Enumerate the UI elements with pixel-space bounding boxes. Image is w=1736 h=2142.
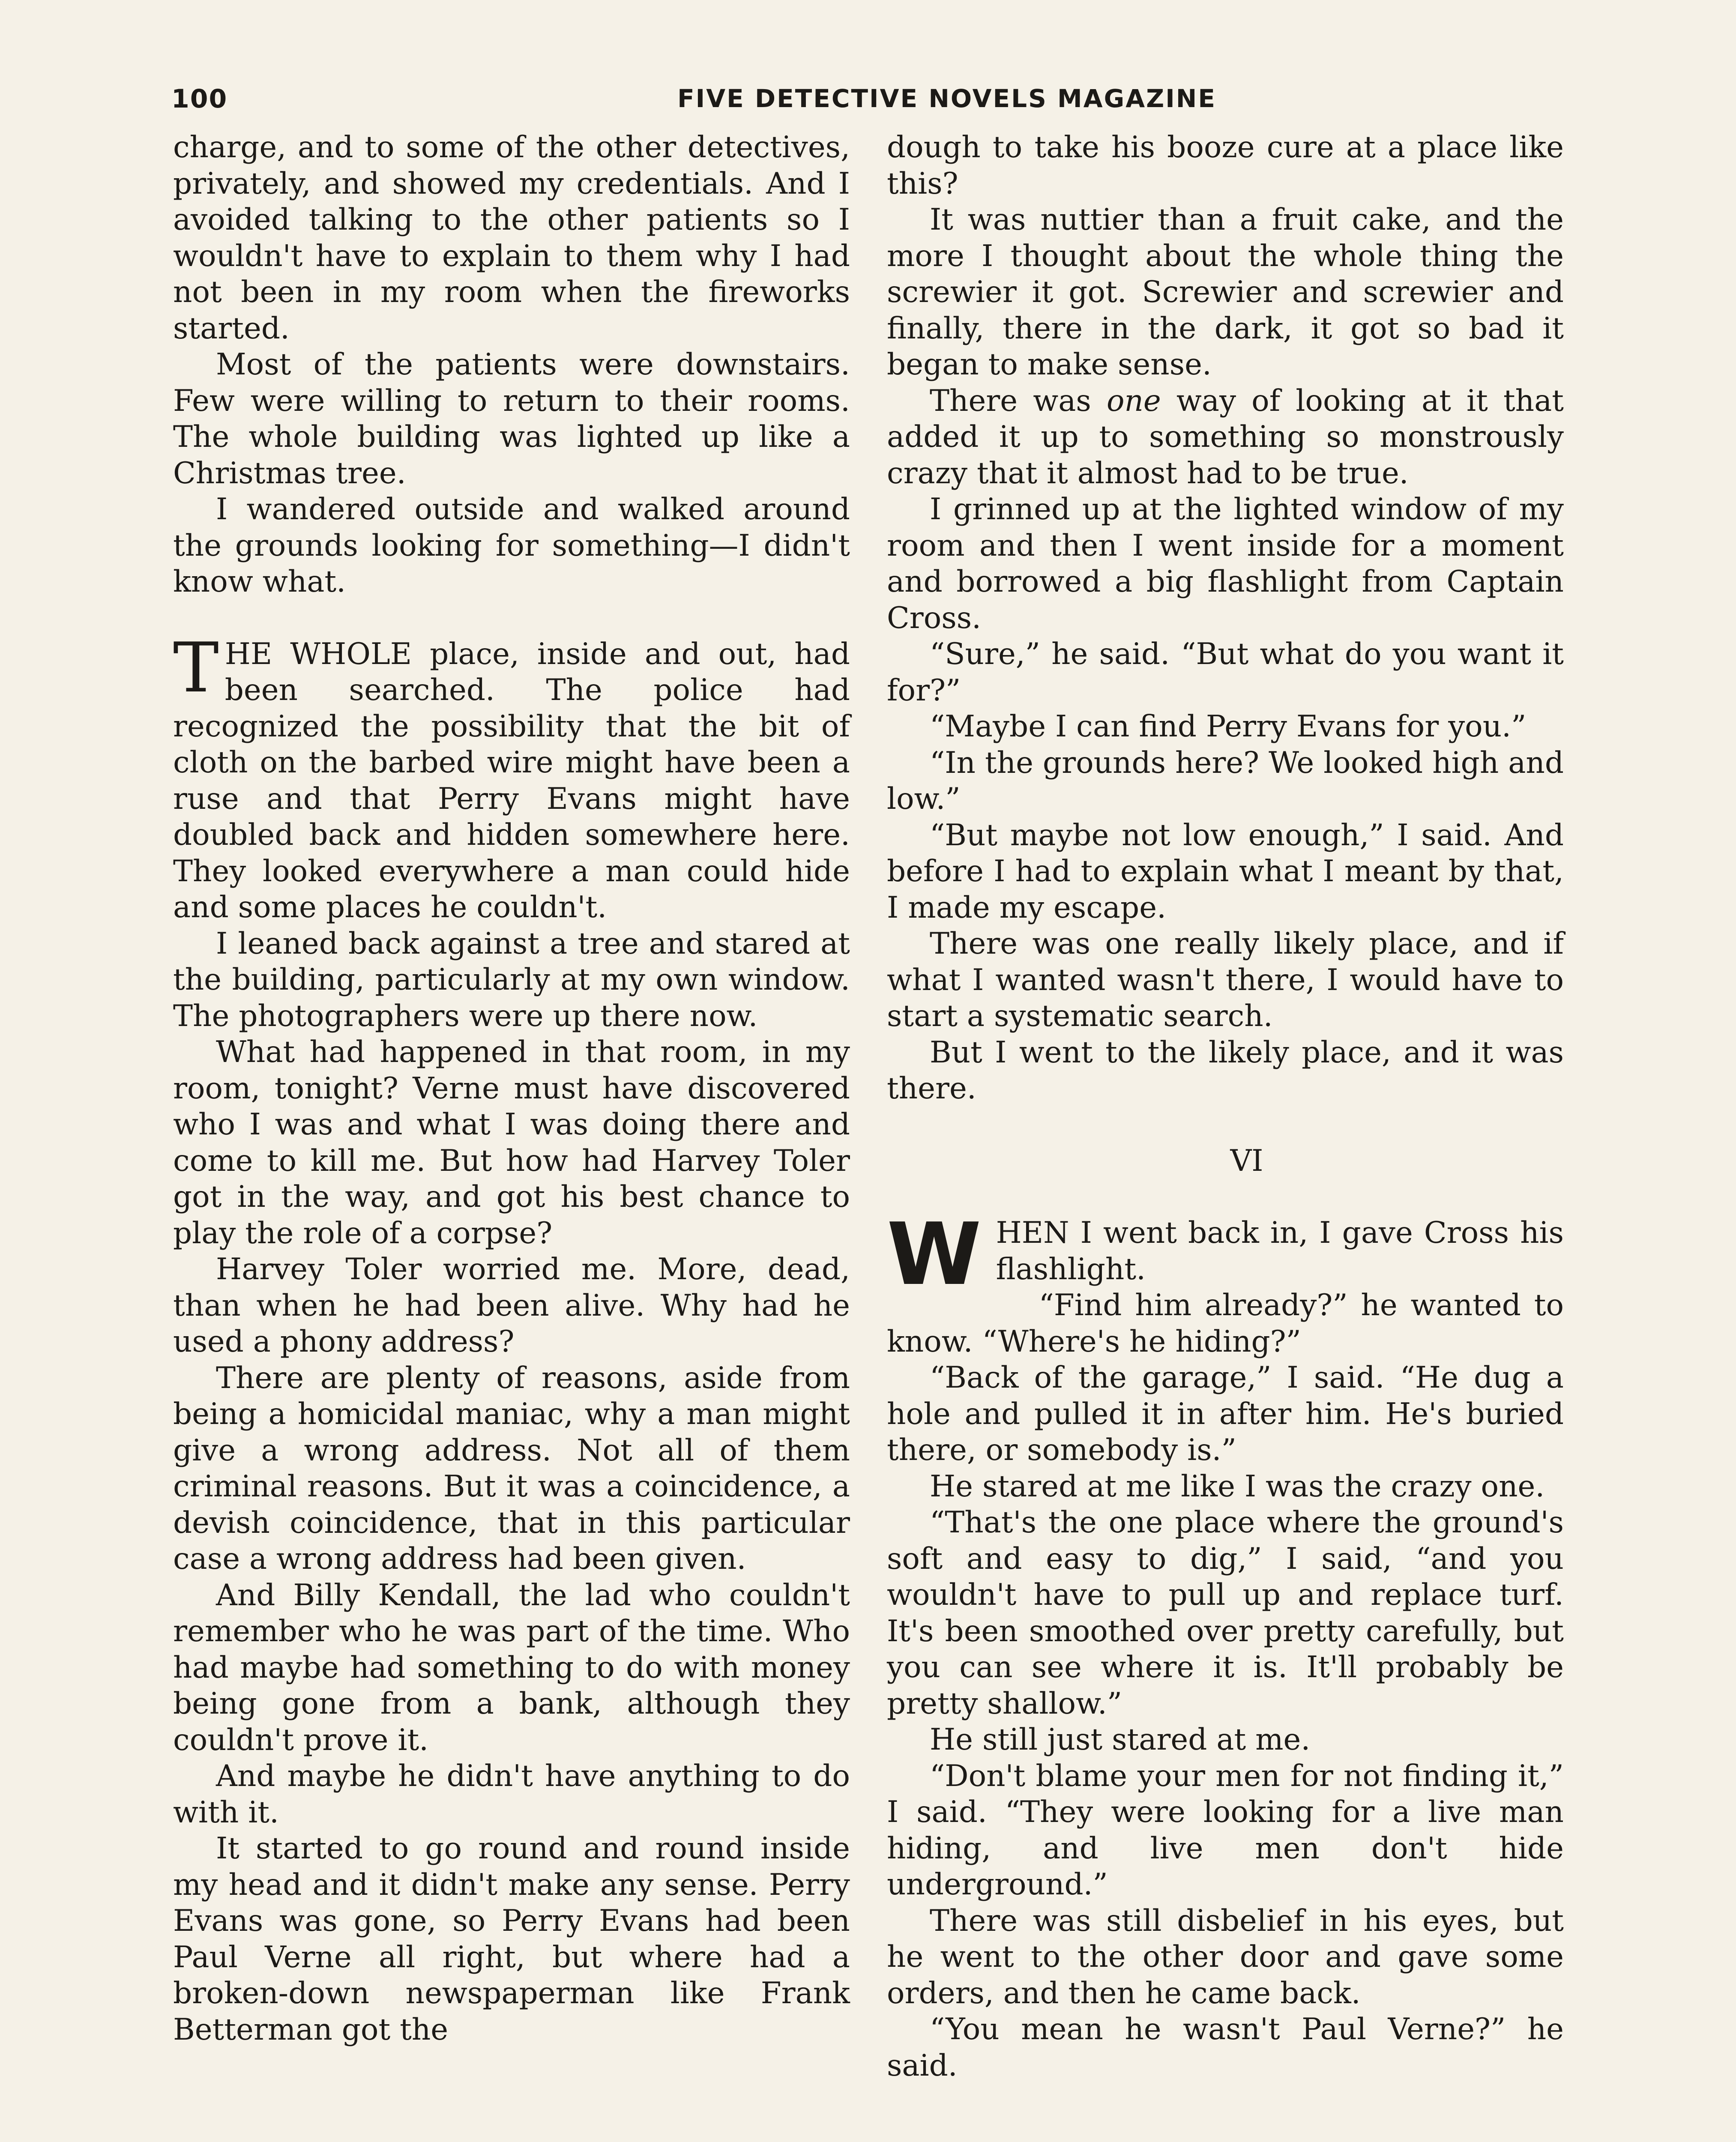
paragraph: And Billy Kendall, the lad who couldn't remember who he was part of the time. Who had maybe had something to do with money being gone from a bank, although they couldn't prove it.: [173, 1578, 850, 1757]
paragraph: “That's the one place where the ground's soft and easy to dig,” I said, “and you wouldn't have to pull up and replace turf. It's been smoothed over pretty carefully, but you can see where it is. It'll probably be pretty shallow.”: [887, 1505, 1564, 1721]
paragraph: “You mean he wasn't Paul Verne?” he said.: [887, 2012, 1564, 2083]
paragraph: He stared at me like I was the crazy one.: [930, 1469, 1545, 1504]
paragraph: Harvey Toler worried me. More, dead, than when he had been alive. Why had he used a phony address?: [173, 1252, 850, 1359]
running-title: FIVE DETECTIVE NOVELS MAGAZINE: [677, 84, 1216, 113]
paragraph: I leaned back against a tree and stared at the building, particularly at my own window. The photographers were up there now.: [173, 926, 850, 1033]
paragraph: There was still disbelief in his eyes, but he went to the other door and gave some orders, and then he came back.: [887, 1903, 1564, 2010]
right-column: [887, 129, 1564, 2084]
paragraph: “But maybe not low enough,” I said. And before I had to explain what I meant by that, I made my escape.: [887, 818, 1564, 925]
section-break: [887, 1107, 1564, 1143]
paragraph: “Don't blame your men for not finding it,” I said. “They were looking for a live man hiding, and live men don't hide underground.”: [887, 1759, 1564, 1902]
paragraph: “Maybe I can find Perry Evans for you.”: [930, 709, 1526, 744]
paragraph-text: way of looking at it that added it up to something so monstrously crazy that it almost had to be true.: [887, 383, 1564, 491]
paragraph: What had happened in that room, in my room, tonight? Verne must have discovered who I was and what I was doing there and come to kill me. But how had Harvey Toler got in the way, and got his best chance to play the role of a corpse?: [173, 1035, 850, 1250]
paragraph-with-drop-cap: [173, 627, 850, 926]
page-header: [171, 84, 1568, 123]
paragraph: I grinned up at the lighted window of my room and then I went inside for a moment and borrowed a big flashlight from Captain Cross.: [887, 492, 1564, 635]
paragraph: But I went to the likely place, and it was there.: [887, 1035, 1564, 1106]
page-number: 100: [171, 84, 228, 114]
paragraph: Most of the patients were downstairs. Few were willing to return to their rooms. The whole building was lighted up like a Christmas tree.: [173, 347, 850, 491]
paragraph-text: place, inside and out, had been searched. The police had recognized the possibility that the bit of cloth on the barbed wire might have been a ruse and that Perry Evans might have doubled back and hidden somewhere here. They looked everywhere a man could hide and some places he couldn't.: [173, 637, 850, 924]
paragraph: And maybe he didn't have anything to do with it.: [173, 1759, 850, 1830]
paragraph: It started to go round and round inside my head and it didn't make any sense. Perry Evans was gone, so Perry Evans had been Paul Verne all right, but where had a broken-down newspaperman like Frank Betterman got the: [173, 1831, 850, 2047]
left-column: [173, 129, 850, 2048]
paragraph: dough to take his booze cure at a place like this?: [887, 130, 1564, 201]
paragraph-text: There was: [930, 383, 1107, 418]
paragraph: I wandered outside and walked around the grounds looking for something—I didn't know what.: [173, 492, 850, 599]
chapter-heading: VI: [1230, 1143, 1263, 1178]
paragraph-text: HEN I went back in, I gave Cross his flashlight.: [996, 1216, 1564, 1286]
paragraph: charge, and to some of the other detectives, privately, and showed my credentials. And I avoided talking to the other patients so I wouldn't have to explain to them why I had not been in my room when the fireworks started.: [173, 130, 850, 346]
drop-cap: T: [173, 627, 219, 708]
paragraph: “In the grounds here? We looked high and low.”: [887, 745, 1564, 816]
emphasized-word: one: [1106, 383, 1161, 418]
paragraph: There was one really likely place, and if what I wanted wasn't there, I would have to start a systematic search.: [887, 927, 1564, 1033]
lead-in-caps: HE WHOLE: [224, 637, 412, 671]
paragraph: It was nuttier than a fruit cake, and the more I thought about the whole thing the screwier it got. Screwier and screwier and finally, there in the dark, it got so bad it began to make sense.: [887, 203, 1564, 382]
paragraph: [887, 383, 1564, 492]
paragraph: “Sure,” he said. “But what do you want it for?”: [887, 637, 1564, 708]
drop-cap: W: [887, 1205, 979, 1304]
paragraph-with-drop-cap: [887, 1205, 1564, 1304]
paragraph: “Back of the garage,” I said. “He dug a hole and pulled it in after him. He's buried there, or somebody is.”: [887, 1361, 1564, 1467]
paragraph: “Find him already?” he wanted to know. “Where's he hiding?”: [887, 1288, 1564, 1359]
paragraph: He still just stared at me.: [930, 1723, 1311, 1757]
section-break: [173, 600, 850, 636]
paragraph: There are plenty of reasons, aside from being a homicidal maniac, why a man might give a wrong address. Not all of them criminal reasons. But it was a coincidence, a devish coincidence, that in this particular case a wrong address had been given.: [173, 1361, 850, 1576]
section-break: [887, 1179, 1564, 1215]
